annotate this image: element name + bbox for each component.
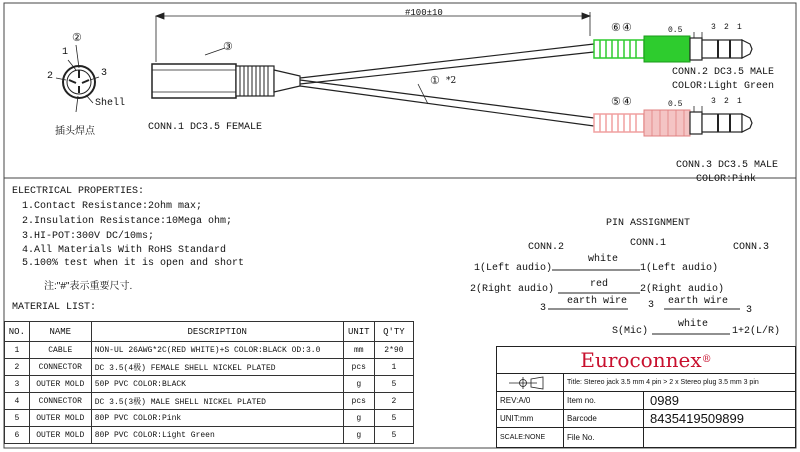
material-table	[4, 321, 414, 444]
pin-conn3-header: CONN.3	[733, 242, 770, 253]
row-no: 5	[5, 410, 30, 427]
rev-row	[497, 391, 795, 410]
barcode-label: Barcode	[567, 414, 597, 423]
pin-row2-left: 2(Right audio)	[470, 284, 555, 295]
plug2-dim-2: 2	[724, 23, 729, 32]
title-block	[496, 346, 796, 448]
header-no: NO.	[5, 322, 30, 342]
row-unit: g	[343, 410, 374, 427]
rev-label: REV:A/0	[500, 396, 531, 405]
material-table-header	[5, 322, 414, 342]
title-cell	[563, 374, 799, 392]
pin-row3-wire-left: earth wire	[567, 296, 628, 307]
callout-1: ①	[430, 74, 440, 87]
row-name: OUTER MOLD	[29, 376, 91, 393]
row-name: CONNECTOR	[29, 359, 91, 376]
row-unit: pcs	[343, 393, 374, 410]
row-description: 80P PVC COLOR:Light Green	[91, 427, 343, 444]
callout-3: ③	[223, 40, 233, 53]
row-no: 2	[5, 359, 30, 376]
pin-row4-wire: white	[678, 319, 709, 330]
file-label: File No.	[567, 433, 595, 442]
header-unit: UNIT	[343, 322, 374, 342]
item-value: 0989	[650, 393, 679, 408]
row-name: OUTER MOLD	[29, 427, 91, 444]
item-value-cell	[643, 392, 796, 410]
pin-row3-right-pin: 3	[746, 305, 753, 316]
row-qty: 5	[374, 427, 413, 444]
callout-6: ⑥	[611, 21, 621, 34]
row-name: CABLE	[29, 342, 91, 359]
barcode-value-cell	[643, 410, 796, 428]
socket-shell-label: Shell	[95, 98, 126, 109]
plug2-dim-1: 1	[737, 23, 742, 32]
plug2-dim-3: 3	[711, 23, 716, 32]
scale-label: SCALE:NONE	[500, 434, 546, 441]
plug2-dim-05: 0.5	[668, 26, 683, 35]
title-value: Stereo jack 3.5 mm 4 pin > 2 x Stereo plug 3.5 mm 3 pin	[583, 379, 759, 386]
electrical-item-3: 3.HI-POT:300V DC/10ms;	[22, 231, 155, 242]
barcode-value: 8435419509899	[650, 411, 744, 426]
pin-row3-mid-pin: 3	[648, 300, 655, 311]
pin-row1-wire: white	[588, 254, 619, 265]
row-no: 3	[5, 376, 30, 393]
pin-row2-right: 2(Right audio)	[640, 284, 725, 295]
file-value-cell	[643, 428, 796, 448]
table-row	[5, 342, 414, 359]
conn2-label: CONN.2 DC3.5 MALE	[672, 67, 775, 78]
row-unit: pcs	[343, 359, 374, 376]
plug3-dim-3: 3	[711, 97, 716, 106]
row-qty: 2	[374, 393, 413, 410]
registered-mark: ®	[701, 354, 712, 365]
pin-conn2-header: CONN.2	[528, 242, 565, 253]
file-label-cell	[563, 428, 644, 448]
table-row	[5, 376, 414, 393]
row-unit: g	[343, 376, 374, 393]
pin-row3-left-pin: 3	[540, 303, 547, 314]
row-description: 50P PVC COLOR:BLACK	[91, 376, 343, 393]
conn1-label: CONN.1 DC3.5 FEMALE	[148, 122, 263, 133]
row-qty: 1	[374, 359, 413, 376]
row-no: 6	[5, 427, 30, 444]
pin-row2-wire: red	[590, 279, 609, 290]
socket-pin-1: 1	[62, 47, 69, 58]
socket-pin-2: 2	[47, 71, 54, 82]
material-list-title: MATERIAL LIST:	[12, 302, 97, 313]
pin-assignment-title: PIN ASSIGNMENT	[606, 218, 691, 229]
length-dim-label: #100±10	[405, 8, 443, 18]
header-description: DESCRIPTION	[91, 322, 343, 342]
company-name: Euroconnex	[580, 348, 702, 372]
row-name: CONNECTOR	[29, 393, 91, 410]
pin-row1-left: 1(Left audio)	[474, 263, 553, 274]
unit-label: UNIT:mm	[500, 414, 534, 423]
length-dimension	[156, 12, 590, 62]
row-qty: 5	[374, 410, 413, 427]
item-label: Item no.	[567, 396, 596, 405]
plug3-dim-05: 0.5	[668, 100, 683, 109]
row-description: NON-UL 26AWG*2C(RED WHITE)+S COLOR:BLACK OD:3.0	[91, 342, 343, 359]
row-no: 1	[5, 342, 30, 359]
plug3-dim-2: 2	[724, 97, 729, 106]
electrical-item-1: 1.Contact Resistance:2ohm max;	[22, 201, 203, 212]
electrical-item-5: 5.100% test when it is open and short	[22, 258, 245, 269]
row-name: OUTER MOLD	[29, 410, 91, 427]
conn3-label: CONN.3 DC3.5 MALE	[676, 160, 779, 171]
row-description: DC 3.5(3极) MALE SHELL NICKEL PLATED	[91, 393, 343, 410]
company-logo	[497, 347, 795, 373]
pin-conn1-header: CONN.1	[630, 238, 667, 249]
table-row	[5, 359, 414, 376]
row-qty: 5	[374, 376, 413, 393]
conn3-color: COLOR:Pink	[696, 174, 757, 185]
female-connector-body	[152, 48, 300, 98]
callout-2: ②	[72, 31, 82, 44]
electrical-title: ELECTRICAL PROPERTIES:	[12, 186, 145, 197]
callout-4-top: ④	[622, 21, 632, 34]
unit-row	[497, 409, 795, 428]
scale-row	[497, 427, 795, 448]
table-row	[5, 427, 414, 444]
pin-row4-right: 1+2(L/R)	[732, 326, 781, 337]
header-qty: Q'TY	[374, 322, 413, 342]
callout-4-bottom: ④	[622, 95, 632, 108]
projection-symbol-icon	[497, 374, 563, 392]
title-row	[497, 373, 795, 392]
row-qty: 2*90	[374, 342, 413, 359]
electrical-item-2: 2.Insulation Resistance:10Mega ohm;	[22, 216, 233, 227]
row-description: DC 3.5(4极) FEMALE SHELL NICKEL PLATED	[91, 359, 343, 376]
row-description: 80P PVC COLOR:Pink	[91, 410, 343, 427]
pin-row1-right: 1(Left audio)	[640, 263, 719, 274]
socket-pin-3: 3	[101, 68, 108, 79]
important-dim-note: 注:"#"表示重要尺寸.	[44, 281, 133, 292]
callout-5: ⑤	[611, 95, 621, 108]
row-unit: mm	[343, 342, 374, 359]
pin-row4-left: S(Mic)	[612, 326, 649, 337]
title-label: Title:	[567, 379, 582, 386]
conn2-color: COLOR:Light Green	[672, 81, 775, 92]
item-label-cell	[563, 392, 644, 410]
pink-plug	[594, 106, 752, 136]
header-name: NAME	[29, 322, 91, 342]
electrical-item-4: 4.All Materials With RoHS Standard	[22, 245, 227, 256]
row-unit: g	[343, 427, 374, 444]
green-plug	[594, 32, 752, 62]
callout-star2: *2	[446, 76, 457, 86]
barcode-label-cell	[563, 410, 644, 428]
table-row	[5, 393, 414, 410]
plug3-dim-1: 1	[737, 97, 742, 106]
table-row	[5, 410, 414, 427]
solder-point-note: 插头焊点	[55, 126, 95, 137]
pin-row3-wire-right: earth wire	[668, 296, 729, 307]
row-no: 4	[5, 393, 30, 410]
